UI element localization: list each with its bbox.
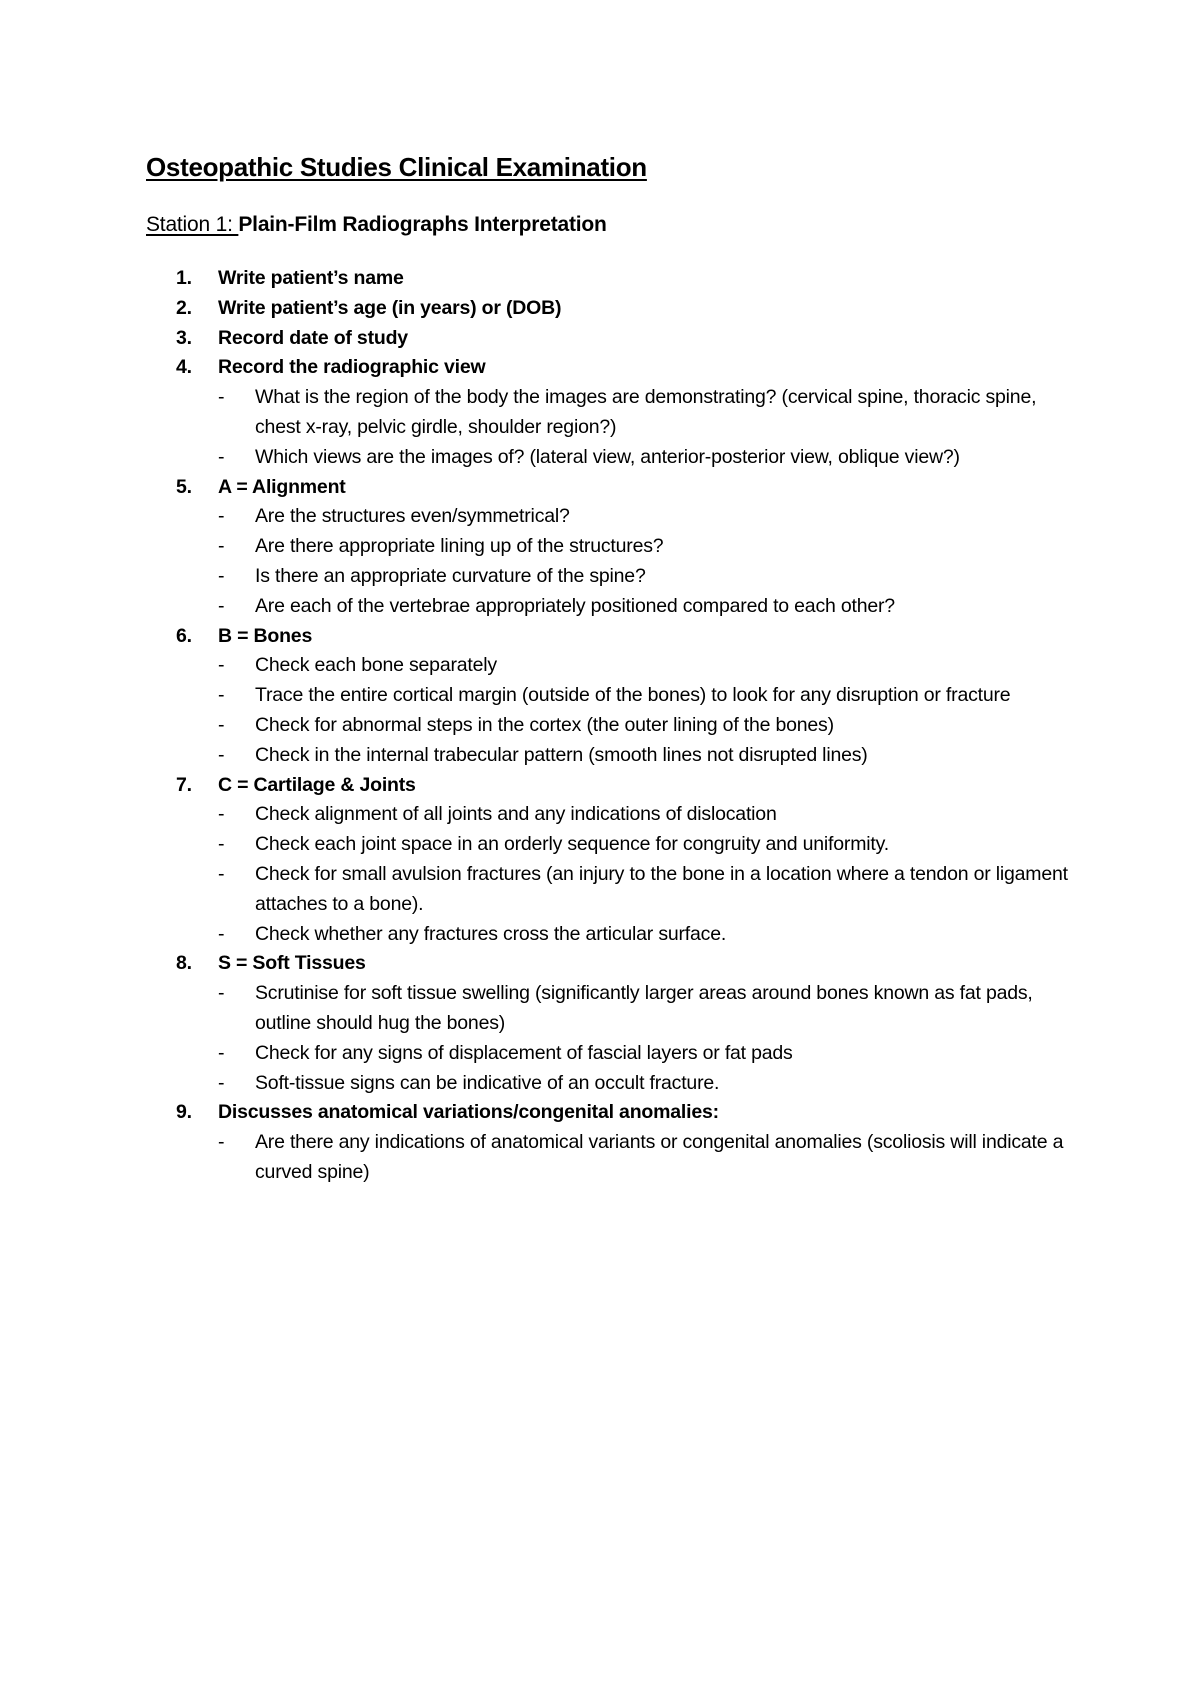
bullet-item: [218, 681, 1076, 711]
bullet-text: Trace the entire cortical margin (outside of the bones) to look for any disruption or fracture: [255, 684, 1011, 707]
step-number: 3.: [176, 326, 192, 349]
bullet-list: [218, 800, 1076, 949]
list-item: [146, 1098, 1076, 1187]
bullet-item: [218, 651, 1076, 681]
bullet-dash: -: [218, 803, 225, 826]
list-item: [146, 771, 1076, 950]
bullet-list: [218, 1128, 1076, 1188]
bullet-text: Which views are the images of? (lateral view, anterior-posterior view, oblique view?): [255, 445, 960, 468]
bullet-text: Check each bone separately: [255, 654, 497, 677]
bullet-dash: -: [218, 386, 225, 409]
bullet-item: [218, 920, 1076, 950]
station-label: Station 1:: [146, 213, 239, 236]
station-name: Plain-Film Radiographs Interpretation: [238, 213, 607, 236]
list-item: [146, 622, 1076, 771]
step-number: 7.: [176, 773, 192, 796]
bullet-dash: -: [218, 654, 225, 677]
bullet-text: Check alignment of all joints and any indications of dislocation: [255, 803, 777, 826]
bullet-text: Check in the internal trabecular pattern (smooth lines not disrupted lines): [255, 743, 868, 766]
step-label: Discusses anatomical variations/congenital anomalies:: [218, 1101, 719, 1124]
step-label: Record the radiographic view: [218, 356, 486, 379]
bullet-dash: -: [218, 1131, 225, 1154]
steps-list: [146, 264, 1076, 1188]
bullet-text: Are there any indications of anatomical variants or congenital anomalies (scoliosis will indicate a curved spine): [255, 1131, 1064, 1183]
step-label: B = Bones: [218, 624, 313, 647]
bullet-dash: -: [218, 505, 225, 528]
bullet-item: [218, 562, 1076, 592]
bullet-text: Is there an appropriate curvature of the spine?: [255, 564, 646, 587]
bullet-list: [218, 979, 1076, 1098]
bullet-item: [218, 860, 1076, 920]
bullet-dash: -: [218, 982, 225, 1005]
step-label: Write patient’s age (in years) or (DOB): [218, 296, 562, 319]
step-label: Record date of study: [218, 326, 408, 349]
bullet-dash: -: [218, 594, 225, 617]
bullet-dash: -: [218, 1041, 225, 1064]
bullet-text: Soft-tissue signs can be indicative of an occult fracture.: [255, 1071, 720, 1094]
bullet-text: Check each joint space in an orderly sequence for congruity and uniformity.: [255, 833, 889, 856]
bullet-dash: -: [218, 743, 225, 766]
document-content: [146, 150, 1076, 1188]
step-number: 5.: [176, 475, 192, 498]
bullet-text: Check for small avulsion fractures (an injury to the bone in a location where a tendon or ligament attaches to a bone).: [255, 862, 1068, 915]
bullet-dash: -: [218, 922, 225, 945]
step-label: S = Soft Tissues: [218, 952, 366, 975]
bullet-list: [218, 502, 1076, 621]
bullet-item: [218, 383, 1076, 443]
bullet-item: [218, 979, 1076, 1039]
bullet-dash: -: [218, 684, 225, 707]
step-number: 4.: [176, 356, 192, 379]
bullet-dash: -: [218, 862, 225, 885]
bullet-item: [218, 592, 1076, 622]
bullet-item: [218, 741, 1076, 771]
bullet-dash: -: [218, 564, 225, 587]
bullet-dash: -: [218, 1071, 225, 1094]
bullet-text: Are the structures even/symmetrical?: [255, 505, 570, 528]
bullet-text: What is the region of the body the images are demonstrating? (cervical spine, thoracic spine, chest x-ray, pelvic girdle, shoulder region?): [255, 386, 1037, 438]
bullet-item: [218, 830, 1076, 860]
bullet-item: [218, 800, 1076, 830]
list-item: [146, 473, 1076, 622]
bullet-dash: -: [218, 833, 225, 856]
list-item: [146, 324, 1076, 354]
station-heading: [146, 210, 1076, 240]
bullet-text: Check for any signs of displacement of fascial layers or fat pads: [255, 1041, 793, 1064]
bullet-text: Check whether any fractures cross the articular surface.: [255, 922, 727, 945]
bullet-list: [218, 383, 1076, 472]
bullet-text: Are there appropriate lining up of the structures?: [255, 535, 664, 558]
document-title: Osteopathic Studies Clinical Examination: [146, 152, 647, 182]
bullet-item: [218, 502, 1076, 532]
bullet-list: [218, 651, 1076, 770]
bullet-dash: -: [218, 535, 225, 558]
bullet-dash: -: [218, 713, 225, 736]
bullet-text: Are each of the vertebrae appropriately positioned compared to each other?: [255, 594, 895, 617]
bullet-dash: -: [218, 445, 225, 468]
bullet-item: [218, 1069, 1076, 1099]
bullet-text: Scrutinise for soft tissue swelling (significantly larger areas around bones known as fat pads, outline should hug the bones): [255, 982, 1033, 1034]
list-item: [146, 294, 1076, 324]
bullet-item: [218, 532, 1076, 562]
list-item: [146, 264, 1076, 294]
bullet-item: [218, 1128, 1076, 1188]
bullet-item: [218, 711, 1076, 741]
step-number: 1.: [176, 267, 192, 289]
bullet-text: Check for abnormal steps in the cortex (the outer lining of the bones): [255, 713, 834, 736]
step-number: 9.: [176, 1101, 192, 1124]
list-item: [146, 353, 1076, 472]
step-label: C = Cartilage & Joints: [218, 773, 416, 796]
step-number: 2.: [176, 296, 192, 319]
bullet-item: [218, 443, 1076, 473]
step-number: 8.: [176, 952, 192, 975]
list-item: [146, 949, 1076, 1098]
step-number: 6.: [176, 624, 192, 647]
step-label: A = Alignment: [218, 475, 346, 498]
bullet-item: [218, 1039, 1076, 1069]
step-label: Write patient’s name: [218, 267, 404, 289]
